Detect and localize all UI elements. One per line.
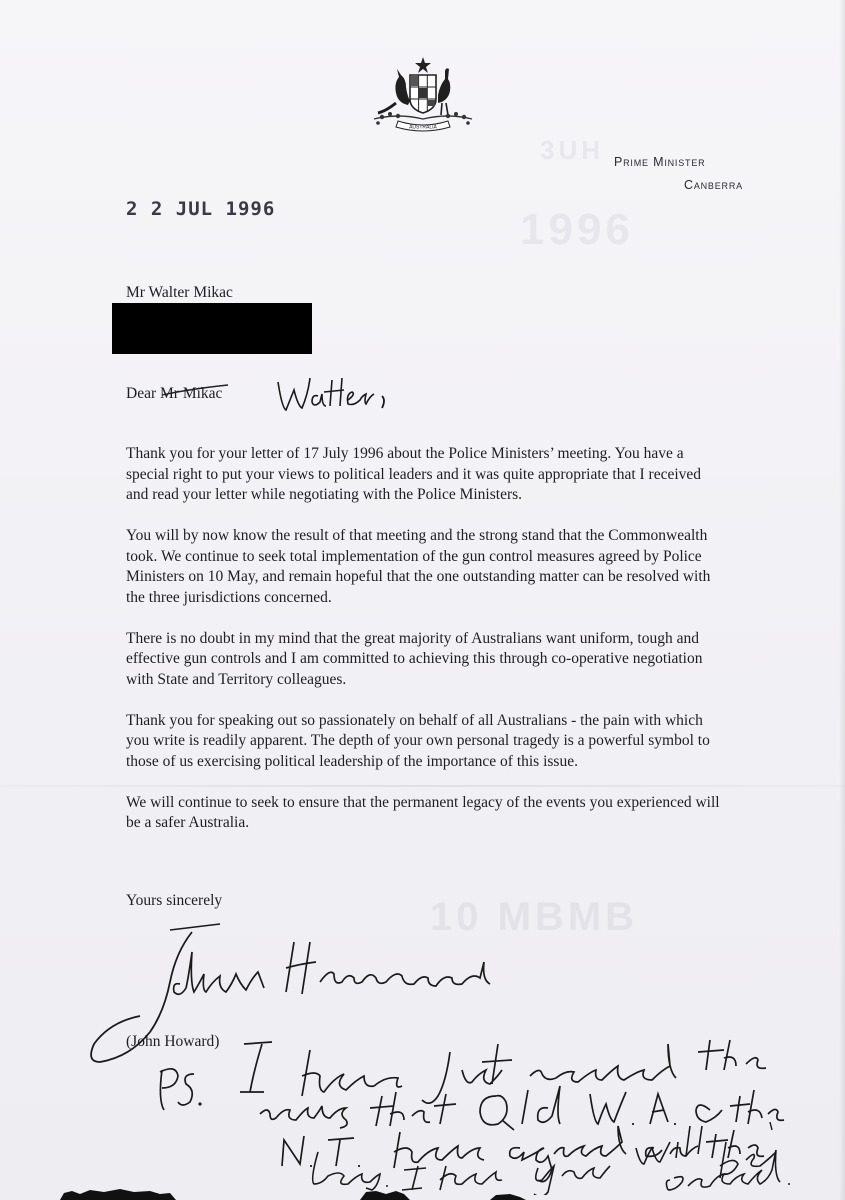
date-stamp: 2 2 JUL 1996 — [126, 198, 276, 220]
salutation — [126, 385, 222, 403]
office-title: Prime Minister — [614, 155, 706, 169]
postscript-transcription — [0, 0, 59, 1]
body-paragraph: You will by now know the result of that meeting and the strong stand that the Commonwealth took. We continue to seek total implementation of the gun control measures agreed by Police Ministers on 10 May, and remain hopeful that the one outstanding matter can be resolved with the three jurisdictions concerned. — [126, 527, 711, 606]
letter-body — [126, 444, 726, 854]
paper-edge-shadow — [839, 0, 845, 1200]
signatory-name: (John Howard) — [126, 1033, 220, 1050]
redacted-address-block — [112, 303, 312, 354]
office-location: Canberra — [684, 178, 743, 192]
bleed-through-mark: 3UH — [540, 135, 605, 165]
complimentary-close: Yours sincerely — [126, 892, 223, 909]
strike-through-mark — [160, 381, 230, 403]
coat-of-arms-emblem — [368, 55, 478, 135]
body-paragraph: Thank you for speaking out so passionately on behalf of all Australians - the pain with which you write is readily apparent. The depth of your own personal tragedy is a powerful symbol to those of us exercising political leadership of the importance of this issue. — [126, 711, 710, 770]
typed-name: Mr Mikac — [160, 385, 223, 402]
salutation-prefix: Dear — [126, 385, 157, 402]
crest-motto: AUSTRALIA — [409, 124, 437, 131]
bleed-through-mark: 10 MBMB — [430, 895, 639, 939]
addressee-name: Mr Walter Mikac — [126, 284, 233, 301]
body-paragraph: We will continue to seek to ensure that the permanent legacy of the events you experienced will be a safer Australia. — [126, 793, 720, 831]
body-paragraph: There is no doubt in my mind that the great majority of Australians want uniform, tough and effective gun controls and I am committed to achieving this through co-operative negotiation with State and Territory colleagues. — [126, 629, 703, 688]
bleed-through-mark: 1996 — [520, 205, 634, 254]
struck-typed-name — [160, 385, 222, 402]
body-paragraph: Thank you for your letter of 17 July 1996 about the Police Ministers’ meeting. You have a special right to put your views to political leaders and it was quite appropriate that I received and read your letter while negotiating with the Police Ministers. — [126, 445, 702, 503]
torn-paper-edge — [0, 1185, 845, 1200]
